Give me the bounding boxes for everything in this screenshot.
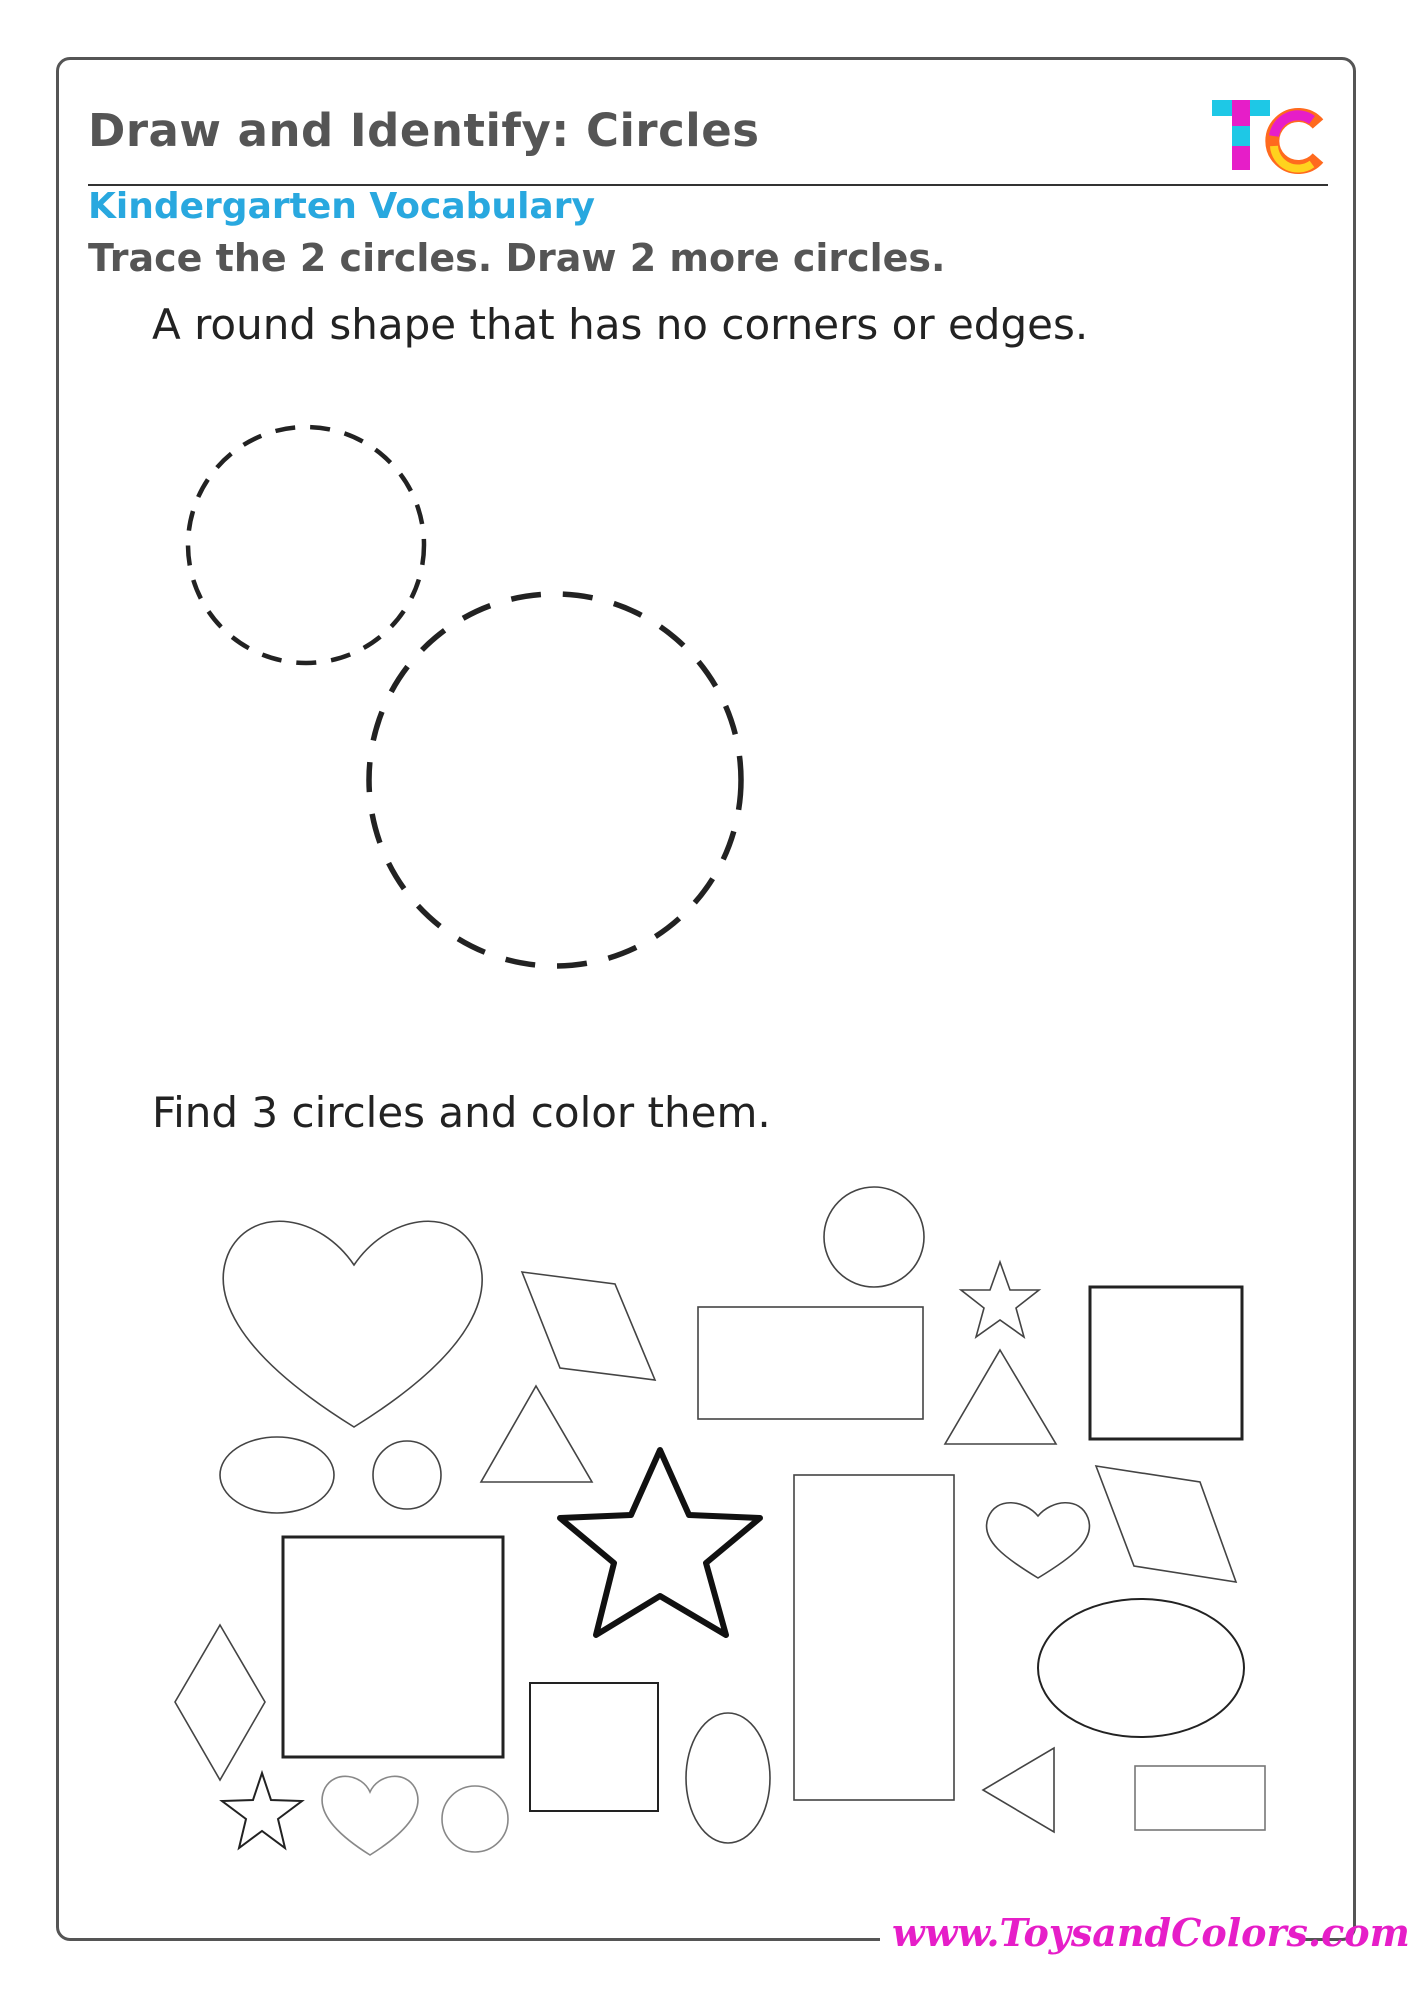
triangle-shape[interactable]: [945, 1350, 1056, 1444]
trace-instruction: Trace the 2 circles. Draw 2 more circles.: [88, 236, 946, 280]
diamond-shape[interactable]: [175, 1625, 265, 1780]
oval-shape[interactable]: [220, 1437, 334, 1513]
parallelogram-shape[interactable]: [522, 1272, 655, 1380]
rectangle-shape[interactable]: [698, 1307, 923, 1419]
page-title: Draw and Identify: Circles: [88, 104, 760, 157]
square-shape[interactable]: [530, 1683, 658, 1811]
square-shape[interactable]: [1090, 1287, 1242, 1439]
footer-url[interactable]: www.ToysandColors.com: [892, 1910, 1410, 1955]
rectangle-shape[interactable]: [1135, 1766, 1265, 1830]
circle-shape[interactable]: [824, 1187, 924, 1287]
heart-shape[interactable]: [223, 1221, 482, 1427]
circle-shape[interactable]: [442, 1786, 508, 1852]
star-shape[interactable]: [961, 1262, 1039, 1337]
star-shape[interactable]: [222, 1773, 302, 1848]
subtitle: Kindergarten Vocabulary: [88, 186, 595, 227]
circle-definition: A round shape that has no corners or edges.: [152, 300, 1089, 349]
circle-shape[interactable]: [373, 1441, 441, 1509]
heart-shape[interactable]: [986, 1503, 1089, 1578]
parallelogram-shape[interactable]: [1096, 1466, 1236, 1582]
triangle-shape[interactable]: [481, 1386, 592, 1482]
heart-shape[interactable]: [322, 1776, 418, 1855]
find-instruction: Find 3 circles and color them.: [152, 1088, 771, 1137]
triangle-shape[interactable]: [983, 1748, 1054, 1832]
oval-shape[interactable]: [686, 1713, 770, 1843]
oval-shape[interactable]: [1038, 1599, 1244, 1737]
square-shape[interactable]: [283, 1537, 503, 1757]
rectangle-shape[interactable]: [794, 1475, 954, 1800]
